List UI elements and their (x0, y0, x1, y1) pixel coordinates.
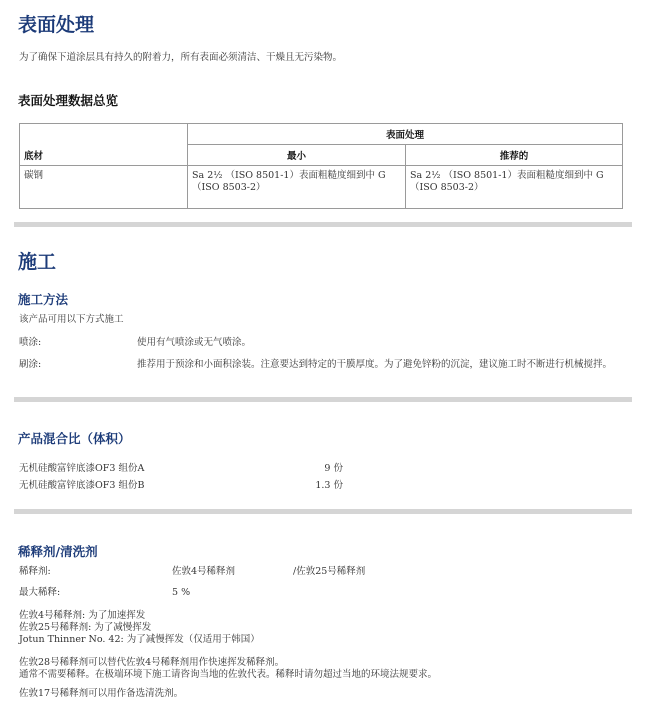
mixing-name-b: 无机硅酸富锌底漆OF3 组份B (19, 480, 145, 491)
cell-min-line2: （ISO 8503-2） (192, 182, 266, 193)
mixing-title: 产品混合比（体积） (18, 431, 131, 446)
section-divider (14, 509, 632, 514)
method-intro: 该产品可用以下方式施工 (19, 314, 124, 325)
table-row (20, 166, 623, 209)
col-group-header: 表面处理 (188, 124, 623, 145)
mixing-name-a: 无机硅酸富锌底漆OF3 组份A (19, 463, 145, 474)
thinner-title: 稀释剂/清洗剂 (18, 544, 98, 559)
cell-substrate: 碳钢 (20, 166, 188, 209)
thinner-note: 佐敦28号稀释剂可以替代佐敦4号稀释剂用作快速挥发稀释剂。 (19, 657, 285, 668)
cell-rec-line2: （ISO 8503-2） (410, 182, 484, 193)
cleaner-note: 佐敦17号稀释剂可以用作备选清洗剂。 (19, 688, 184, 699)
mixing-amount-a: 9 份 (324, 463, 343, 474)
mixing-amount-b: 1.3 份 (315, 480, 343, 491)
surface-summary-title: 表面处理数据总览 (18, 93, 119, 108)
thinner-note: Jotun Thinner No. 42: 为了减慢挥发（仅适用于韩国） (19, 634, 260, 645)
method-label-spray: 喷涂: (19, 337, 42, 348)
thinner-label: 稀释剂: (19, 566, 51, 577)
method-label-brush: 刷涂: (19, 359, 42, 370)
thinner-note: 佐敦4号稀释剂: 为了加速挥发 (19, 610, 146, 621)
thinner-value-2: /佐敦25号稀释剂 (293, 566, 366, 577)
surface-intro: 为了确保下道涂层具有持久的附着力，所有表面必须清洁、干燥且无污染物。 (19, 52, 343, 63)
surface-table (19, 123, 623, 209)
section-title-application: 施工 (18, 251, 57, 273)
method-value-brush: 推荐用于预涂和小面积涂装。注意要达到特定的干膜厚度。为了避免锌粉的沉淀，建议施工时不断进行机械搅拌。 (137, 359, 613, 370)
thinner-note: 佐敦25号稀释剂: 为了减慢挥发 (19, 622, 152, 633)
cell-min-line1: Sa 2½ （ISO 8501-1）表面粗糙度细到中 G (192, 170, 386, 181)
cell-min (188, 166, 406, 209)
col-substrate: 底材 (20, 124, 188, 166)
method-title: 施工方法 (18, 292, 69, 307)
col-recommended: 推荐的 (406, 145, 623, 166)
max-thinning-value: 5 % (172, 587, 191, 598)
section-divider (14, 222, 632, 227)
section-divider (14, 397, 632, 402)
cell-recommended (406, 166, 623, 209)
method-value-spray: 使用有气喷涂或无气喷涂。 (137, 337, 252, 348)
max-thinning-label: 最大稀释: (19, 587, 61, 598)
table-header-row (20, 124, 623, 145)
thinner-note: 通常不需要稀释。在极端环境下施工请咨询当地的佐敦代表。稀释时请勿超过当地的环境法规要求。 (19, 669, 438, 680)
thinner-value-1: 佐敦4号稀释剂 (172, 566, 236, 577)
section-title-surface: 表面处理 (18, 14, 95, 36)
cell-rec-line1: Sa 2½ （ISO 8501-1）表面粗糙度细到中 G (410, 170, 604, 181)
col-min: 最小 (188, 145, 406, 166)
